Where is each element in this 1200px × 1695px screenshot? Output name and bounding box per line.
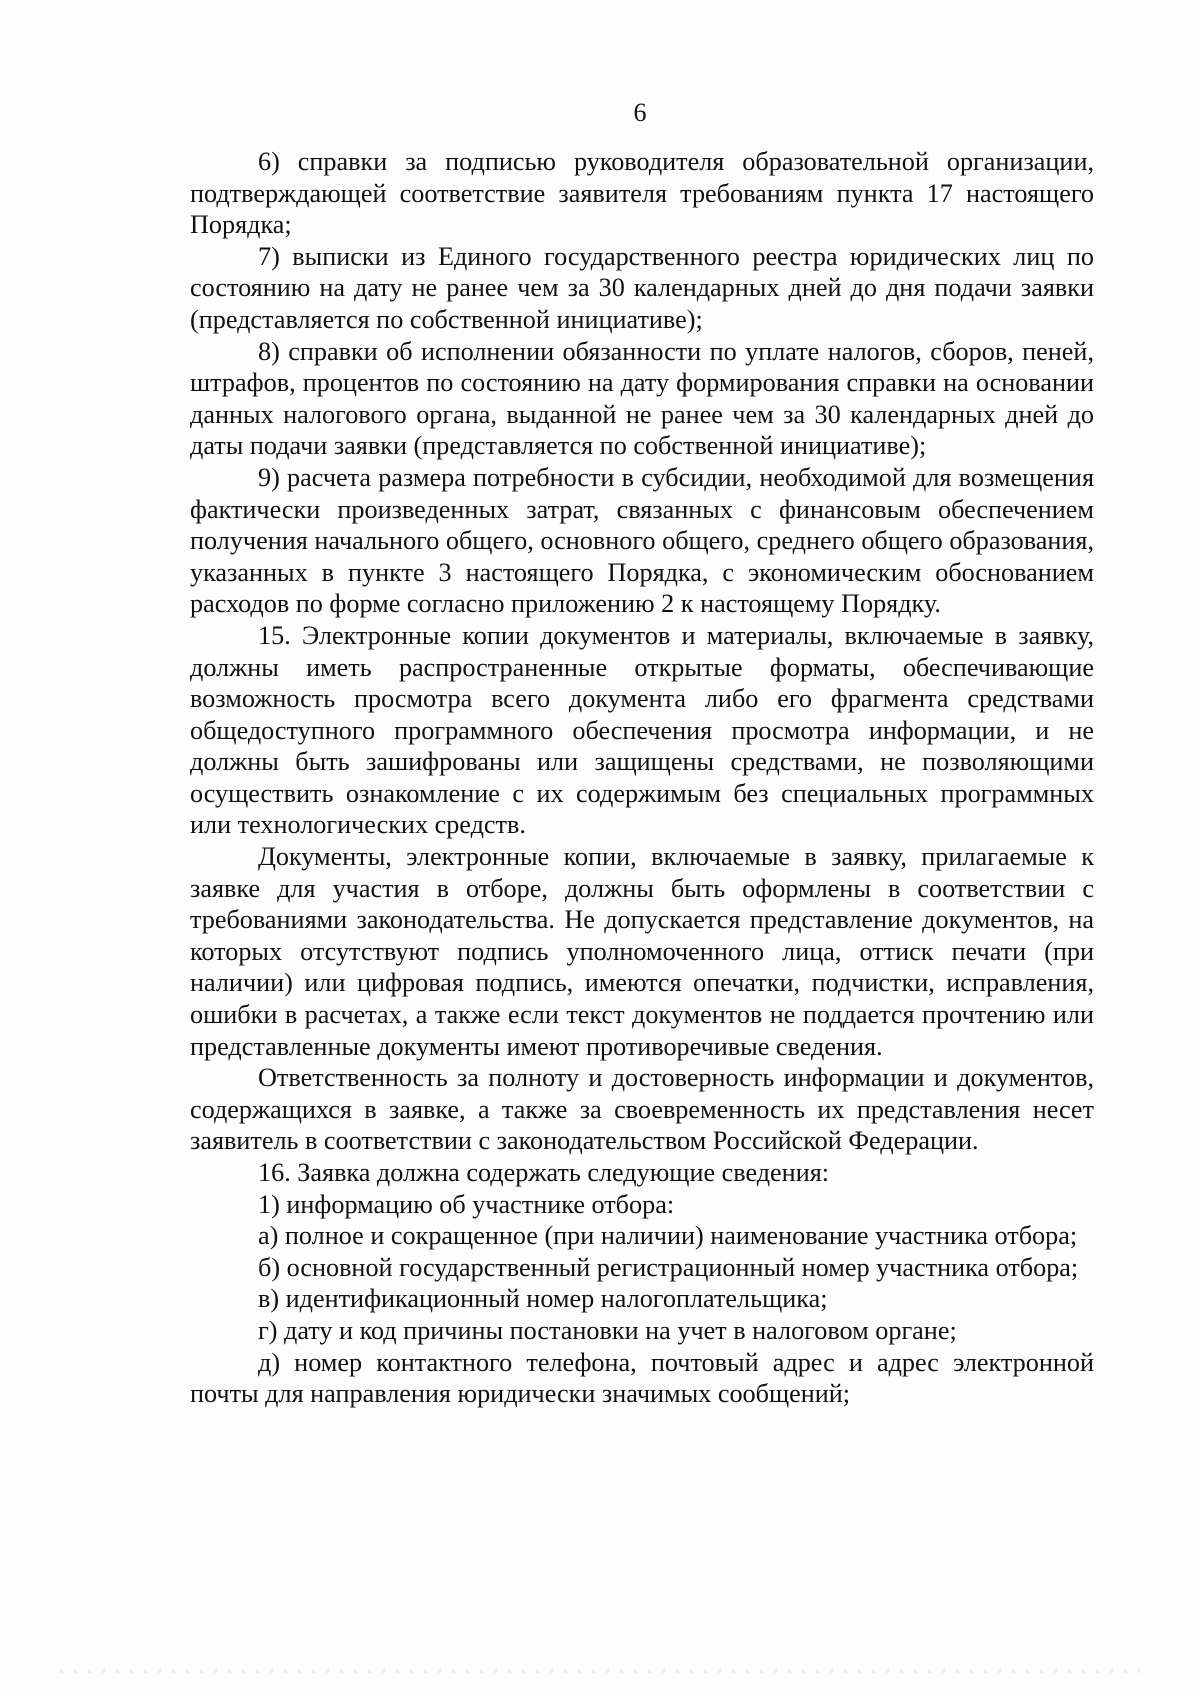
- paragraph-responsibility: Ответственность за полноту и достоверность информации и документов, содержащихся в заявке, а также за своевременность их представления несет заявитель в соответствии с законодательством Российской Федерации.: [190, 1063, 1094, 1156]
- paragraph-clause-16: 16. Заявка должна содержать следующие сведения:: [258, 1158, 830, 1187]
- paragraph-item-7: 7) выписки из Единого государственного реестра юридических лиц по состоянию на дату не ранее чем за 30 календарных дней до дня подачи заявки (представляется по собственной инициативе);: [190, 241, 1094, 334]
- page-number: 6: [633, 98, 647, 127]
- paragraph-sub-v: в) идентификационный номер налогоплательщика;: [258, 1284, 828, 1314]
- paragraph-sub-d: д) номер контактного телефона, почтовый адрес и адрес электронной почты для направления юридически значимых сообщений;: [190, 1347, 1094, 1409]
- paragraph-item-9: 9) расчета размера потребности в субсидии, необходимой для возмещения фактически произведенных затрат, связанных с финансовым обеспечением получения начального общего, основного общего, среднего общего образования, указанных в пункте 3 настоящего Порядка, с экономическим обоснованием расходов по форме согласно приложению 2 к настоящему Порядку.: [190, 462, 1094, 619]
- paragraph-sub-b: б) основной государственный регистрационный номер участника отбора;: [258, 1252, 1079, 1282]
- paragraph-item-8: 8) справки об исполнении обязанности по уплате налогов, сборов, пеней, штрафов, процентов по состоянию на дату формирования справки на основании данных налогового органа, выданной не ранее чем за 30 календарных дней до даты подачи заявки (представляется по собственной инициативе);: [190, 336, 1094, 461]
- scan-artifact-bottom: [60, 1669, 1140, 1673]
- paragraph-clause-15: 15. Электронные копии документов и материалы, включаемые в заявку, должны иметь распространенные открытые форматы, обеспечивающие возможность просмотра всего документа либо его фрагмента средствами общедоступного программного обеспечения просмотра информации, и не должны быть зашифрованы или защищены средствами, не позволяющими осуществить ознакомление с их содержимым без специальных программных или технологических средств.: [190, 620, 1094, 840]
- paragraph-item-6: 6) справки за подписью руководителя образовательной организации, подтверждающей соответствие заявителя требованиям пункта 17 настоящего Порядка;: [190, 147, 1094, 240]
- paragraph-sub-g: г) дату и код причины постановки на учет в налоговом органе;: [258, 1315, 957, 1345]
- paragraph-documents-requirements: Документы, электронные копии, включаемые в заявку, прилагаемые к заявке для участия в отборе, должны быть оформлены в соответствии с требованиями законодательства. Не допускается представление документов, на которых отсутствуют подпись уполномоченного лица, оттиск печати (при наличии) или цифровая подпись, имеются опечатки, подчистки, исправления, ошибки в расчетах, а также если текст документов не поддается прочтению или представленные документы имеют противоречивые сведения.: [190, 842, 1094, 1061]
- paragraph-participant-info: 1) информацию об участнике отбора:: [258, 1189, 675, 1219]
- paragraph-sub-a: а) полное и сокращенное (при наличии) наименование участника отбора;: [258, 1221, 1078, 1251]
- document-body: [190, 146, 1094, 1410]
